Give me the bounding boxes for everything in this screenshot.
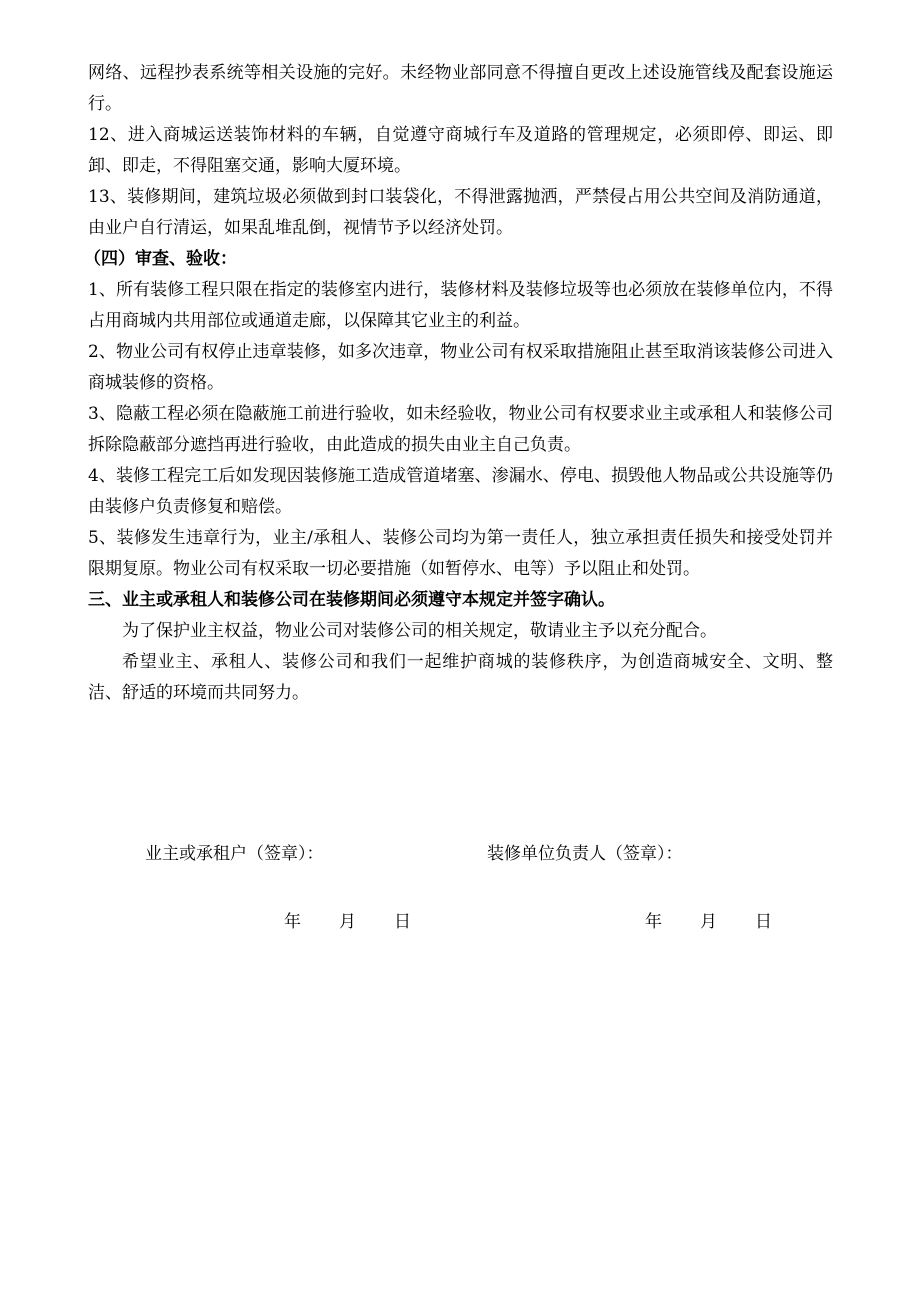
contractor-date-line xyxy=(645,910,772,934)
paragraph-closing: 希望业主、承租人、装修公司和我们一起维护商城的装修秩序，为创造商城安全、文明、整洁、舒适的环境而共同努力。 xyxy=(88,652,833,703)
section-heading-three: 三、业主或承租人和装修公司在装修期间必须遵守本规定并签字确认。 xyxy=(88,590,615,610)
owner-date-line xyxy=(284,910,411,934)
contractor-date-day: 日 xyxy=(755,912,772,932)
paragraph-cooperation: 为了保护业主权益，物业公司对装修公司的相关规定，敬请业主予以充分配合。 xyxy=(122,621,717,641)
owner-signature-label: 业主或承租户（签章）： xyxy=(145,844,324,864)
signature-block xyxy=(0,842,920,962)
section-heading-review-acceptance: （四）审查、验收： xyxy=(84,249,237,269)
paragraph-review-2: 2、物业公司有权停止违章装修，如多次违章，物业公司有权采取措施阻止甚至取消该装修公司进入商城装修的资格。 xyxy=(88,342,833,393)
paragraph-review-4: 4、装修工程完工后如发现因装修施工造成管道堵塞、渗漏水、停电、损毁他人物品或公共设施等仍由装修户负责修复和赔偿。 xyxy=(88,466,833,517)
paragraph-rule-13: 13、装修期间，建筑垃圾必须做到封口装袋化，不得泄露抛洒，严禁侵占用公共空间及消防通道，由业户自行清运，如果乱堆乱倒，视情节予以经济处罚。 xyxy=(88,187,833,238)
contractor-date-month: 月 xyxy=(700,912,717,932)
paragraph-review-1: 1、所有装修工程只限在指定的装修室内进行，装修材料及装修垃圾等也必须放在装修单位内，不得占用商城内共用部位或通道走廊，以保障其它业主的利益。 xyxy=(88,280,833,331)
contractor-signature-label: 装修单位负责人（签章）： xyxy=(487,844,683,864)
contractor-date-year: 年 xyxy=(645,912,662,932)
owner-date-day: 日 xyxy=(394,912,411,932)
paragraph-review-5: 5、装修发生违章行为，业主/承租人、装修公司均为第一责任人，独立承担责任损失和接受处罚并限期复原。物业公司有权采取一切必要措施（如暂停水、电等）予以阻止和处罚。 xyxy=(88,528,833,579)
owner-date-year: 年 xyxy=(284,912,301,932)
paragraph-network-facilities: 网络、远程抄表系统等相关设施的完好。未经物业部同意不得擅自更改上述设施管线及配套设施运行。 xyxy=(88,63,833,114)
paragraph-rule-12: 12、进入商城运送装饰材料的车辆，自觉遵守商城行车及道路的管理规定，必须即停、即运、即卸、即走，不得阻塞交通，影响大厦环境。 xyxy=(88,125,833,176)
owner-date-month: 月 xyxy=(339,912,356,932)
paragraph-review-3: 3、隐蔽工程必须在隐蔽施工前进行验收，如未经验收，物业公司有权要求业主或承租人和装修公司拆除隐蔽部分遮挡再进行验收，由此造成的损失由业主自己负责。 xyxy=(88,404,833,455)
document-body xyxy=(84,58,833,709)
